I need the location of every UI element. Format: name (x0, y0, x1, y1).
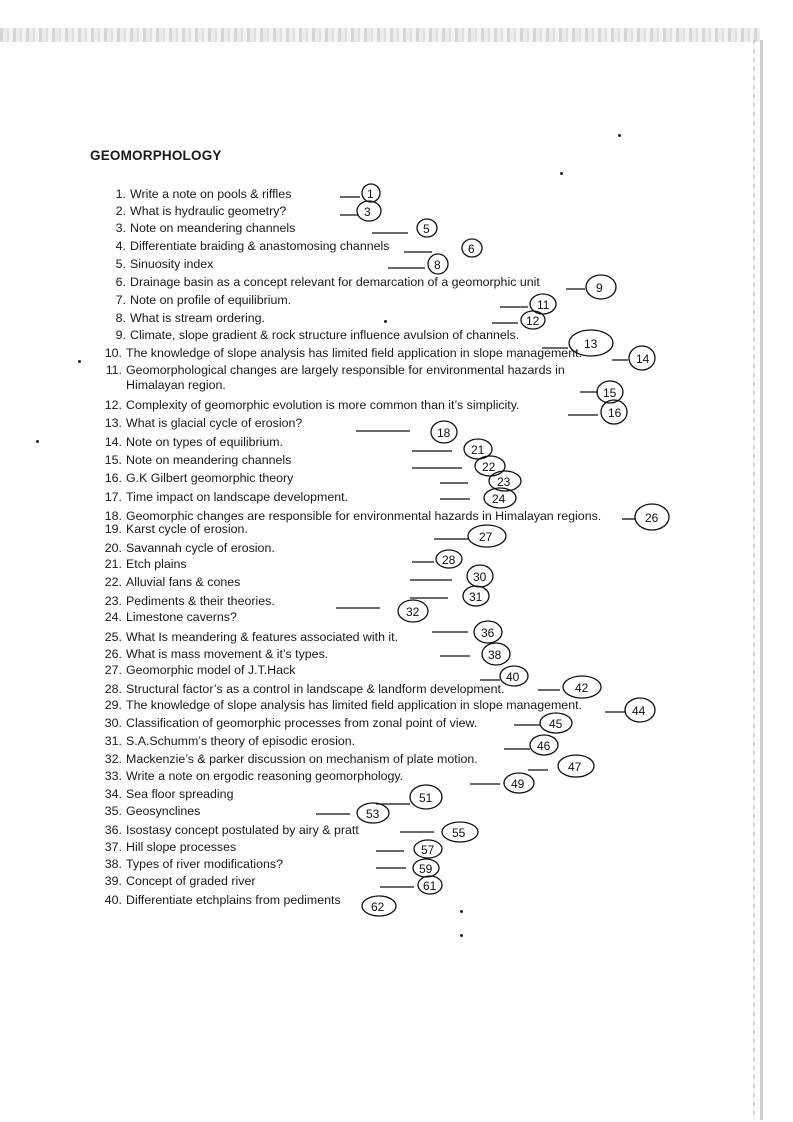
scan-edge-line (760, 40, 763, 1120)
svg-text:36: 36 (481, 626, 495, 640)
svg-text:22: 22 (482, 460, 496, 474)
svg-text:28: 28 (442, 553, 456, 567)
question-text: The knowledge of slope analysis has limited field application in slope management. (126, 346, 582, 360)
handwritten-mark (566, 275, 616, 299)
question-item (104, 522, 248, 537)
svg-text:59: 59 (419, 862, 433, 876)
question-text: What is stream ordering. (130, 311, 265, 325)
question-text: Pediments & their theories. (126, 594, 275, 608)
question-text: S.A.Schumm’s theory of episodic erosion. (126, 734, 356, 748)
svg-text:5: 5 (423, 222, 430, 236)
question-item (104, 769, 403, 784)
ink-speck (560, 172, 563, 175)
question-text: Structural factor’s as a control in landscape & landform development. (126, 682, 505, 696)
question-number: 36. (104, 823, 122, 837)
question-item (104, 557, 187, 572)
handwritten-mark (410, 565, 493, 587)
question-number: 5. (115, 257, 126, 271)
svg-text:62: 62 (371, 900, 385, 914)
question-number: 24. (104, 610, 122, 624)
handwritten-mark (410, 586, 489, 606)
svg-text:26: 26 (645, 511, 659, 525)
svg-text:38: 38 (488, 648, 502, 662)
scan-noise-top (0, 28, 760, 42)
question-item (104, 346, 582, 361)
svg-text:9: 9 (596, 281, 603, 295)
svg-text:44: 44 (632, 704, 646, 718)
svg-text:27: 27 (479, 530, 493, 544)
handwritten-mark (412, 550, 462, 568)
handwritten-mark (412, 456, 505, 476)
question-item (104, 630, 398, 645)
handwritten-mark (470, 773, 534, 793)
question-item (108, 221, 295, 236)
ink-speck (78, 360, 81, 363)
handwritten-mark (316, 803, 389, 823)
question-item (104, 663, 295, 678)
question-item (104, 398, 519, 413)
question-number: 39. (104, 874, 122, 888)
question-item (104, 490, 348, 505)
svg-text:30: 30 (473, 570, 487, 584)
question-text: Geomorphic changes are responsible for environmental hazards in Himalayan regions. (126, 509, 602, 523)
question-item (104, 453, 291, 468)
handwritten-mark (538, 676, 601, 698)
question-number: 38. (104, 857, 122, 871)
handwritten-mark (356, 421, 457, 443)
handwritten-mark (580, 381, 623, 403)
question-item (104, 541, 275, 556)
question-text: Climate, slope gradient & rock structure influence avulsion of channels. (130, 328, 520, 342)
question-number: 22. (104, 575, 122, 589)
question-item (104, 575, 240, 590)
question-item (108, 239, 389, 254)
handwritten-mark (336, 600, 428, 622)
question-text: What is glacial cycle of erosion? (126, 416, 303, 430)
question-number: 6. (115, 275, 126, 289)
question-text: Classification of geomorphic processes from zonal point of view. (126, 716, 478, 730)
question-text: Karst cycle of erosion. (126, 522, 248, 536)
question-item (104, 716, 477, 731)
svg-text:32: 32 (406, 605, 420, 619)
svg-text:55: 55 (452, 826, 466, 840)
question-text: Hill slope processes (126, 840, 237, 854)
question-number: 31. (104, 734, 122, 748)
question-item (108, 328, 519, 343)
svg-text:8: 8 (434, 258, 441, 272)
question-number: 7. (115, 293, 126, 307)
question-text: The knowledge of slope analysis has limited field application in slope management. (126, 698, 582, 712)
question-number: 29. (104, 698, 122, 712)
question-number: 26. (104, 647, 122, 661)
ink-speck (618, 134, 621, 137)
question-text: Note on meandering channels (130, 221, 296, 235)
question-text: What Is meandering & features associated with it. (126, 630, 399, 644)
question-number: 18. (104, 509, 122, 523)
handwritten-mark (340, 201, 381, 221)
question-text: Sea floor spreading (126, 787, 234, 801)
svg-text:23: 23 (497, 475, 511, 489)
svg-text:15: 15 (603, 386, 617, 400)
handwritten-mark (528, 755, 594, 777)
question-number: 32. (104, 752, 122, 766)
question-item (104, 435, 283, 450)
question-number: 35. (104, 804, 122, 818)
question-item (104, 471, 293, 486)
question-text: Write a note on pools & riffles (130, 187, 292, 201)
handwritten-mark (376, 785, 442, 809)
question-item (108, 293, 291, 308)
question-number: 1. (115, 187, 126, 201)
svg-text:49: 49 (511, 777, 525, 791)
handwritten-mark (504, 735, 558, 755)
svg-text:53: 53 (366, 807, 380, 821)
question-item (104, 647, 328, 662)
question-number: 34. (104, 787, 122, 801)
handwritten-mark (568, 400, 627, 424)
question-text: Geomorphological changes are largely responsible for environmental hazards in (126, 363, 565, 377)
question-number: 13. (104, 416, 122, 430)
handwritten-mark (622, 504, 669, 530)
question-text: Concept of graded river (126, 874, 256, 888)
question-text: Differentiate braiding & anastomosing channels (130, 239, 390, 253)
handwritten-mark (404, 239, 482, 257)
svg-text:61: 61 (423, 879, 437, 893)
question-text: Mackenzie’s & parker discussion on mechanism of plate motion. (126, 752, 478, 766)
question-number: 10. (104, 346, 122, 360)
svg-text:12: 12 (526, 314, 540, 328)
question-item (104, 363, 565, 393)
question-number: 11. (105, 363, 122, 377)
handwritten-mark (376, 840, 442, 858)
question-number: 8. (115, 311, 126, 325)
svg-text:42: 42 (575, 681, 589, 695)
handwritten-mark (388, 254, 448, 274)
svg-text:13: 13 (584, 337, 598, 351)
svg-text:47: 47 (568, 760, 582, 774)
handwritten-mark (434, 525, 506, 547)
handwritten-mark (412, 439, 492, 459)
svg-text:46: 46 (537, 739, 551, 753)
handwritten-mark (440, 643, 510, 665)
question-number: 16. (104, 471, 122, 485)
svg-text:21: 21 (471, 443, 485, 457)
question-number: 4. (115, 239, 126, 253)
ink-speck (36, 440, 39, 443)
handwritten-mark (380, 876, 442, 894)
question-item (104, 698, 582, 713)
question-item (104, 893, 341, 908)
question-text: Note on profile of equilibrium. (130, 293, 292, 307)
question-item (108, 311, 265, 326)
question-text: Note on types of equilibrium. (126, 435, 284, 449)
question-number: 21. (104, 557, 122, 571)
question-number: 3. (115, 221, 126, 235)
question-item (104, 840, 236, 855)
ink-speck (460, 910, 463, 913)
question-item (104, 787, 233, 802)
question-item (104, 734, 355, 749)
question-text: Alluvial fans & cones (126, 575, 241, 589)
question-item (104, 804, 200, 819)
question-number: 2. (115, 204, 126, 218)
svg-text:1: 1 (367, 187, 374, 201)
handwritten-mark (440, 471, 521, 491)
svg-text:40: 40 (506, 670, 520, 684)
question-item (108, 257, 213, 272)
handwritten-mark (376, 859, 439, 877)
question-text: What is mass movement & it’s types. (126, 647, 329, 661)
question-number: 28. (104, 682, 122, 696)
question-text: Differentiate etchplains from pediments (126, 893, 341, 907)
question-text: Limestone caverns? (126, 610, 237, 624)
question-text: Drainage basin as a concept relevant for demarcation of a geomorphic unit (130, 275, 540, 289)
handwritten-mark (340, 184, 380, 202)
question-item (104, 823, 359, 838)
question-number: 17. (104, 490, 122, 504)
svg-text:51: 51 (419, 791, 433, 805)
question-number: 14. (104, 435, 122, 449)
svg-text:3: 3 (364, 205, 371, 219)
question-number: 12. (104, 398, 122, 412)
question-text: Time impact on landscape development. (126, 490, 349, 504)
handwritten-mark (372, 219, 437, 237)
handwritten-mark (400, 822, 478, 842)
question-number: 15. (104, 453, 122, 467)
handwritten-mark (440, 488, 516, 508)
svg-text:24: 24 (492, 492, 506, 506)
handwritten-mark (492, 311, 545, 329)
question-item (104, 682, 504, 697)
handwritten-mark (500, 294, 556, 314)
question-text: Savannah cycle of erosion. (126, 541, 275, 555)
question-number: 37. (104, 840, 122, 854)
svg-text:31: 31 (469, 590, 483, 604)
svg-text:18: 18 (437, 426, 451, 440)
question-item (104, 416, 302, 431)
handwritten-mark (612, 346, 655, 370)
question-text-continued: Himalayan region. (126, 378, 226, 392)
question-number: 9. (115, 328, 126, 342)
ink-speck (384, 320, 387, 323)
page-title: GEOMORPHOLOGY (90, 148, 222, 163)
handwritten-mark (514, 713, 572, 733)
question-number: 23. (104, 594, 122, 608)
question-text: Etch plains (126, 557, 187, 571)
question-item (104, 610, 237, 625)
question-item (108, 204, 286, 219)
question-item (104, 594, 275, 609)
svg-text:11: 11 (537, 298, 550, 312)
question-number: 20. (104, 541, 122, 555)
svg-text:16: 16 (608, 406, 622, 420)
question-text: What is hydraulic geometry? (130, 204, 287, 218)
question-item (108, 187, 291, 202)
question-number: 30. (104, 716, 122, 730)
question-item (104, 752, 478, 767)
svg-text:6: 6 (468, 242, 475, 256)
handwritten-mark (362, 896, 396, 916)
handwritten-mark (605, 698, 655, 722)
ink-speck (460, 934, 463, 937)
question-text: G.K Gilbert geomorphic theory (126, 471, 294, 485)
question-number: 19. (104, 522, 122, 536)
question-item (104, 874, 256, 889)
scan-edge-texture (753, 40, 755, 1120)
question-item (108, 275, 540, 290)
question-text: Write a note on ergodic reasoning geomorphology. (126, 769, 404, 783)
svg-text:14: 14 (636, 352, 650, 366)
question-item (104, 857, 283, 872)
question-number: 25. (104, 630, 122, 644)
question-number: 33. (104, 769, 122, 783)
question-text: Geomorphic model of J.T.Hack (126, 663, 296, 677)
question-text: Isostasy concept postulated by airy & pratt (126, 823, 359, 837)
question-number: 27. (104, 663, 122, 677)
question-text: Note on meandering channels (126, 453, 292, 467)
svg-text:45: 45 (549, 717, 563, 731)
handwritten-mark (432, 621, 502, 643)
question-text: Complexity of geomorphic evolution is more common than it’s simplicity. (126, 398, 520, 412)
svg-text:57: 57 (421, 843, 435, 857)
question-text: Sinuosity index (130, 257, 214, 271)
question-text: Geosynclines (126, 804, 201, 818)
question-number: 40. (104, 893, 122, 907)
question-text: Types of river modifications? (126, 857, 284, 871)
